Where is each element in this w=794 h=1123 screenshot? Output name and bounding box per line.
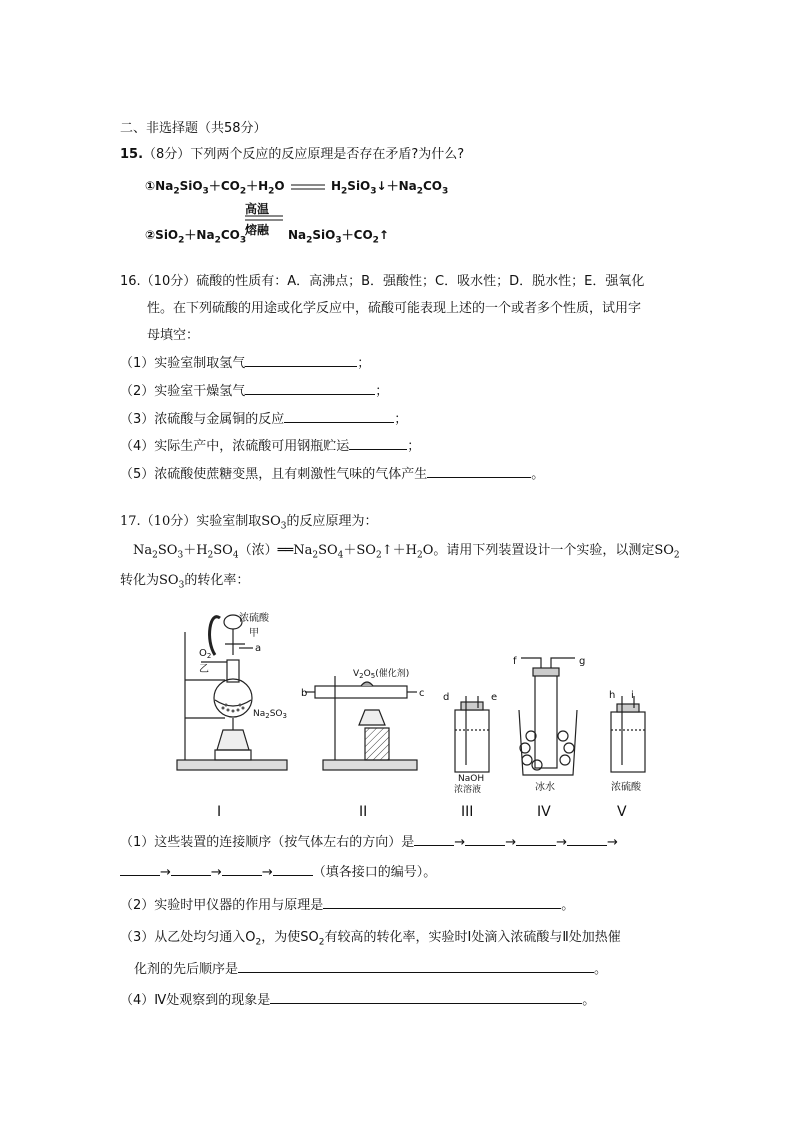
label-c: c — [419, 688, 425, 699]
numeral-II: II — [359, 804, 368, 820]
eq2-condition-bottom: 熔融 — [245, 223, 270, 237]
label-ice-water: 冰水 — [535, 782, 555, 793]
section-header: 二、非选择题（共58分） — [120, 121, 267, 136]
answer-blank[interactable] — [427, 463, 531, 478]
label-g: g — [579, 656, 586, 667]
q16-item-4: （4）实际生产中，浓硫酸可用钢瓶贮运 ； — [120, 435, 420, 454]
label-conc-acid-v: 浓硫酸 — [611, 782, 641, 793]
apparatus-V — [611, 696, 645, 772]
answer-blank[interactable] — [222, 861, 262, 876]
q17-sub-3-line-1: （3）从乙处均匀通入$O_2$，为使$SO_2$有较高的转化率，实验时Ⅰ处滴入浓硫酸与Ⅱ处加热催 — [120, 930, 621, 948]
answer-blank[interactable] — [414, 831, 454, 846]
q15-equation-2-left: $②SiO_2+Na_2CO_3$ — [145, 228, 247, 246]
label-e: e — [491, 692, 498, 703]
answer-blank[interactable] — [465, 831, 505, 846]
label-o2: $O_2$ — [199, 648, 212, 660]
answer-blank[interactable] — [516, 831, 556, 846]
q17-line-1: 17.（10分）实验室制取$SO_3$的反应原理为： — [120, 514, 378, 532]
answer-blank[interactable] — [245, 380, 375, 395]
q16-line-1: 16.（10分）硫酸的性质有：A．高沸点；B．强酸性；C．吸水性；D．脱水性；E．强氧化 — [120, 274, 645, 289]
apparatus-IV — [519, 658, 577, 775]
answer-blank[interactable] — [238, 958, 594, 973]
answer-blank[interactable] — [171, 861, 211, 876]
q17-sub-1-line-2: → → → （填各接口的编号）。 — [120, 861, 436, 880]
q16-line-2: 性。在下列硫酸的用途或化学反应中，硫酸可能表现上述的一个或者多个性质，试用字 — [147, 301, 642, 316]
q15-number: 15. — [120, 147, 144, 162]
equals-double-line — [289, 183, 327, 191]
label-naoh: NaOH — [458, 774, 485, 784]
q16-item-5: （5）浓硫酸使蔗糖变黑，且有刺激性气味的气体产生 。 — [120, 463, 544, 482]
apparatus-figure — [165, 600, 685, 825]
answer-blank[interactable] — [270, 989, 582, 1004]
q17-sub-1-line-1: （1）这些装置的连接顺序（按气体左右的方向）是 → → → → — [120, 831, 618, 850]
q16-item-2: （2）实验室干燥氢气 ； — [120, 380, 388, 399]
q16-line-3: 母填空： — [147, 328, 200, 343]
answer-blank[interactable] — [120, 861, 160, 876]
q17-sub-4: （4）Ⅳ处观察到的现象是 。 — [120, 989, 595, 1008]
label-h: h — [609, 690, 616, 701]
label-a: a — [255, 643, 262, 654]
label-conc-acid: 浓硫酸 — [239, 613, 269, 624]
answer-blank[interactable] — [284, 408, 394, 423]
answer-blank[interactable] — [323, 894, 561, 909]
q17-equation: $Na_2SO_3+H_2SO_4$（浓）$══Na_2SO_4+SO_2↑+H_2O$。请用下列装置设计一个实验，以测定$SO_2$ — [133, 543, 680, 561]
label-jia: 甲 — [249, 628, 259, 639]
q15-question: 下列两个反应的反应原理是否存在矛盾?为什么? — [190, 147, 465, 162]
answer-blank[interactable] — [567, 831, 607, 846]
apparatus-I — [177, 615, 287, 770]
label-v2o5: $V_2O_5$(催化剂) — [353, 669, 410, 680]
eq2-condition-top: 高温 — [245, 202, 270, 216]
q17-line-3: 转化为$SO_3$的转化率： — [120, 573, 250, 591]
answer-blank[interactable] — [273, 861, 313, 876]
label-f: f — [513, 656, 517, 667]
apparatus-II — [305, 676, 417, 770]
q17-sub-3-line-2: 化剂的先后顺序是 。 — [134, 958, 607, 977]
label-naoh-solution: 浓溶液 — [454, 785, 482, 795]
label-na2so3: $Na_2SO_3$ — [253, 709, 287, 720]
numeral-III: III — [461, 804, 474, 820]
answer-blank[interactable] — [349, 435, 407, 450]
numeral-V: V — [617, 804, 627, 820]
apparatus-III — [455, 696, 489, 772]
label-d: d — [443, 692, 450, 703]
q15-equation-2-right: $Na_2SiO_3+CO_2↑$ — [288, 228, 389, 246]
q15-equation-1: $①Na_2SiO_3+CO_2+H_2O$ $H_2SiO_3↓+Na_2CO_3$ — [145, 179, 449, 197]
numeral-IV: IV — [537, 804, 551, 820]
label-i: i — [631, 690, 634, 701]
q15-score: （8分） — [143, 147, 191, 162]
numeral-I: I — [217, 804, 222, 820]
q16-item-3: （3）浓硫酸与金属铜的反应 ； — [120, 408, 407, 427]
q16-item-1: （1）实验室制取氢气 ； — [120, 352, 370, 371]
q17-sub-2: （2）实验时甲仪器的作用与原理是 。 — [120, 894, 574, 913]
label-yi: 乙 — [199, 664, 209, 675]
answer-blank[interactable] — [245, 352, 357, 367]
label-b: b — [301, 688, 308, 699]
q15-prompt — [120, 143, 464, 162]
